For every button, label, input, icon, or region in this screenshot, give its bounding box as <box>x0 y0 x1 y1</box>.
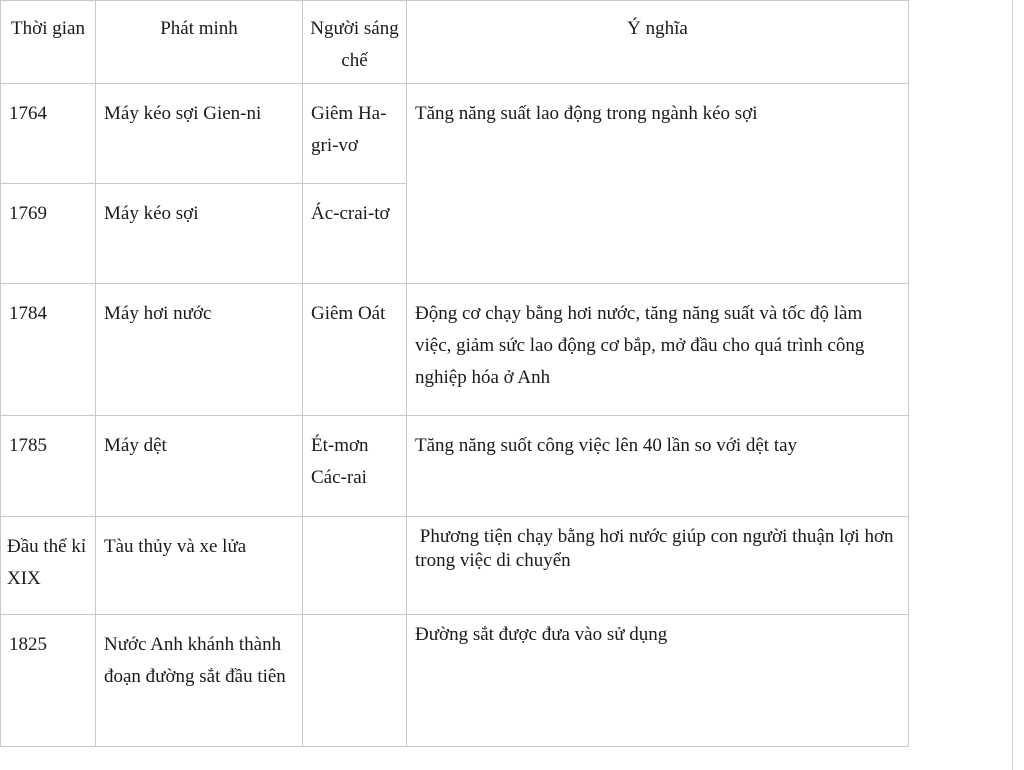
cell-invention: Tàu thủy và xe lửa <box>96 517 303 615</box>
header-invention: Phát minh <box>96 1 303 84</box>
cell-inventor <box>303 615 407 747</box>
table-header-row <box>1 1 909 84</box>
page-edge-divider <box>1012 0 1013 770</box>
cell-inventor: Giêm Oát <box>303 284 407 416</box>
cell-time: Đầu thế kỉ XIX <box>1 517 96 615</box>
cell-inventor: Ét-mơn Các-rai <box>303 416 407 517</box>
cell-time: 1764 <box>1 84 96 184</box>
cell-invention: Máy kéo sợi Gien-ni <box>96 84 303 184</box>
header-inventor: Người sáng chế <box>303 1 407 84</box>
cell-invention: Nước Anh khánh thành đoạn đường sắt đầu tiên <box>96 615 303 747</box>
table-row <box>1 84 909 184</box>
cell-time: 1785 <box>1 416 96 517</box>
cell-meaning: Tăng năng suất lao động trong ngành kéo sợi <box>407 84 909 284</box>
cell-time: 1769 <box>1 184 96 284</box>
cell-inventor: Ác-crai-tơ <box>303 184 407 284</box>
cell-meaning: Đường sắt được đưa vào sử dụng <box>407 615 909 747</box>
cell-inventor <box>303 517 407 615</box>
table-row <box>1 615 909 747</box>
header-time: Thời gian <box>1 1 96 84</box>
table-row <box>1 416 909 517</box>
cell-invention: Máy hơi nước <box>96 284 303 416</box>
cell-invention: Máy kéo sợi <box>96 184 303 284</box>
table-row <box>1 284 909 416</box>
cell-time: 1825 <box>1 615 96 747</box>
cell-inventor: Giêm Ha-gri-vơ <box>303 84 407 184</box>
cell-time: 1784 <box>1 284 96 416</box>
cell-invention: Máy dệt <box>96 416 303 517</box>
cell-meaning: Động cơ chạy bằng hơi nước, tăng năng suất và tốc độ làm việc, giảm sức lao động cơ bắp, mở đầu cho quá trình công nghiệp hóa ở Anh <box>407 284 909 416</box>
header-meaning: Ý nghĩa <box>407 1 909 84</box>
table-row <box>1 517 909 615</box>
cell-meaning: Phương tiện chạy bằng hơi nước giúp con người thuận lợi hơn trong việc di chuyển <box>407 517 909 615</box>
cell-meaning: Tăng năng suốt công việc lên 40 lần so với dệt tay <box>407 416 909 517</box>
